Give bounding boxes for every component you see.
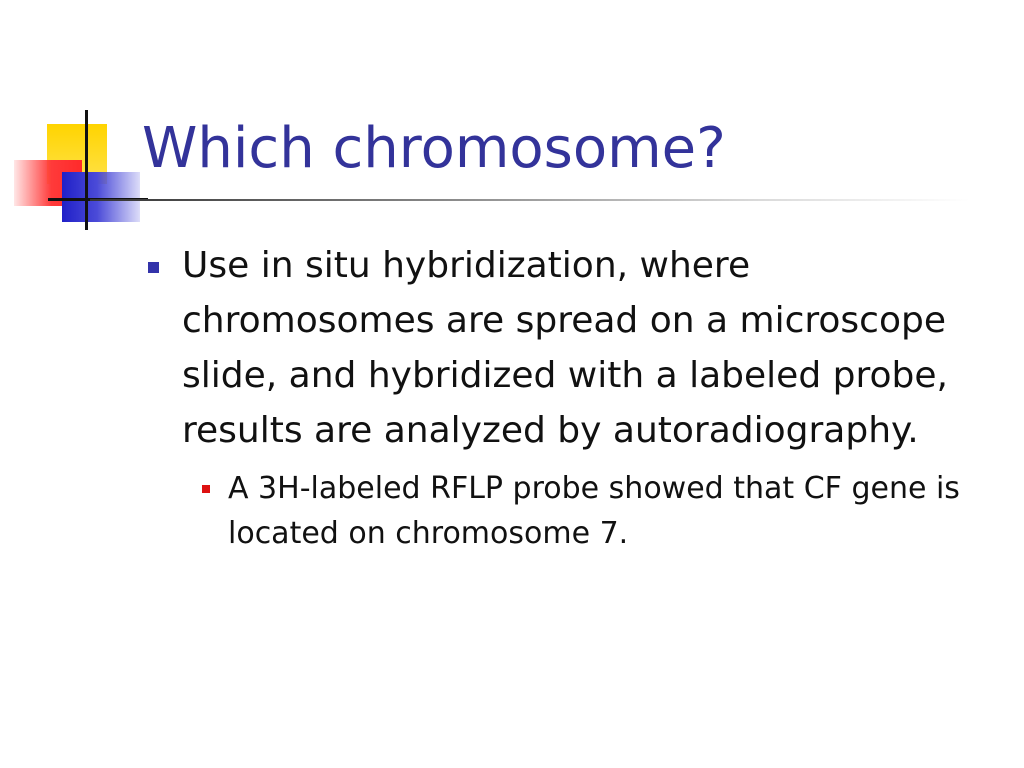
sub-bullet-item — [188, 466, 1002, 556]
decorative-emblem — [0, 0, 160, 240]
bullet-item — [142, 238, 1002, 458]
emblem-vertical-line — [85, 110, 88, 230]
title-underline — [90, 199, 970, 201]
square-bullet-icon — [148, 262, 159, 273]
sub-bullet-text: A 3H-labeled RFLP probe showed that CF gene is located on chromosome 7. — [228, 471, 960, 551]
emblem-blue-square — [62, 172, 140, 222]
bullet-text: Use in situ hybridization, where chromosomes are spread on a microscope slide, and hybridized with a labeled probe, results are analyzed by autoradiography. — [182, 245, 948, 451]
square-sub-bullet-icon — [202, 485, 210, 493]
slide-title: Which chromosome? — [142, 116, 726, 181]
slide-body — [142, 238, 1002, 556]
